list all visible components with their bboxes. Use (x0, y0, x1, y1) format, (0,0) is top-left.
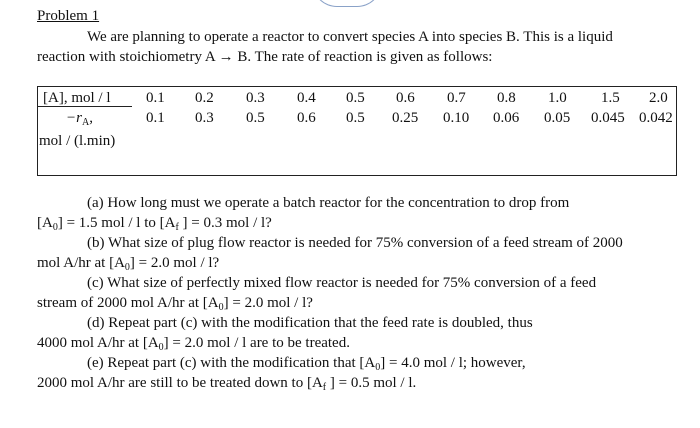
rate-unit-label: mol / (l.min) (39, 133, 116, 149)
label-underline (38, 106, 132, 107)
problem-title: Problem 1 (37, 8, 100, 24)
table-cell: 0.10 (443, 110, 470, 126)
table-cell: 0.1 (146, 90, 165, 106)
table-cell: 0.05 (544, 110, 571, 126)
question-d: (d) Repeat part (c) with the modification that the feed rate is doubled, thus 4000 mol A/hr at $[A_0] = 2.0$ mol / l are to be treated. (37, 315, 533, 353)
table-cell: 0.06 (493, 110, 520, 126)
intro-line-2: reaction with stoichiometry A → B. The rate of reaction is given as follows: (37, 49, 493, 65)
question-a: (a) How long must we operate a batch reactor for the concentration to drop from $[A_0] = 1.5$ mol / l to [$A_f$ ] = 0.3 mol / l? (37, 195, 570, 233)
rate-data-table (37, 86, 677, 176)
table-cell: 0.3 (246, 90, 265, 106)
concentration-row (38, 88, 676, 108)
table-cell: 0.5 (246, 110, 265, 126)
rate-label: $-r_A$, (66, 110, 93, 128)
problem-intro (37, 27, 687, 67)
table-cell: 0.2 (195, 90, 214, 106)
concentration-label: [A], mol / l (43, 90, 111, 106)
question-b: (b) What size of plug flow reactor is needed for 75% conversion of a feed stream of 2000 mol A/hr at $[A_0] = 2.0$ mol / l? (37, 235, 623, 273)
table-cell: 0.4 (297, 90, 316, 106)
table-cell: 0.5 (346, 110, 365, 126)
table-cell: 0.7 (447, 90, 466, 106)
intro-line-1: We are planning to operate a reactor to convert species A into species B. This is a liquid (87, 29, 613, 45)
rate-row (38, 108, 676, 128)
table-cell: 1.5 (601, 90, 620, 106)
table-cell: 2.0 (649, 90, 668, 106)
table-cell: 0.042 (639, 110, 673, 126)
table-cell: 0.1 (146, 110, 165, 126)
table-cell: 0.6 (297, 110, 316, 126)
question-list (37, 193, 687, 393)
table-cell: 0.25 (392, 110, 419, 126)
table-cell: 1.0 (548, 90, 567, 106)
table-cell: 0.8 (497, 90, 516, 106)
table-cell: 0.045 (591, 110, 625, 126)
top-edge-tab (312, 0, 382, 7)
table-cell: 0.3 (195, 110, 214, 126)
table-cell: 0.5 (346, 90, 365, 106)
table-cell: 0.6 (396, 90, 415, 106)
question-e: (e) Repeat part (c) with the modification that $[A_0] = 4.0$ mol / l; however, 2000 mol A/hr are still to be treated down to [$A_f$ ] = 0.5 mol / l. (37, 355, 526, 393)
unit-row (38, 131, 238, 151)
question-c: (c) What size of perfectly mixed flow reactor is needed for 75% conversion of a feed stream of 2000 mol A/hr at $[A_0] = 2.0$ mol / l? (37, 275, 597, 313)
